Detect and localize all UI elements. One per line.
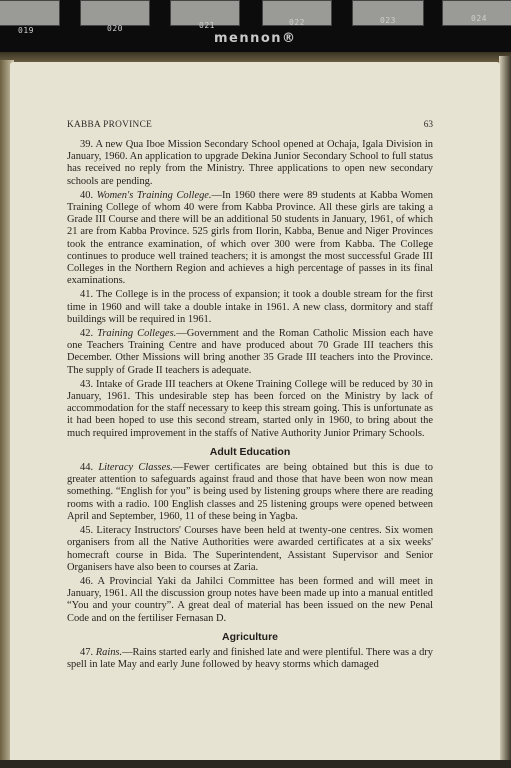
frame-number: 020 xyxy=(107,24,123,33)
running-head: KABBA PROVINCE xyxy=(67,120,153,130)
paragraph-title: Women's Training College. xyxy=(96,189,212,201)
paragraph-number: 42. xyxy=(80,328,94,340)
paragraph xyxy=(67,525,433,574)
paragraph-text: Literacy Instructors' Courses have been held at twenty-one centres. Six women organisers from all the Native Authorities were awarded certificates at a six weeks' homecraft course in Bida. The Superintendent, Assistant Supervisor and Senior Organisers have also been to courses at Zaria. xyxy=(67,525,433,573)
paragraph-title: Rains. xyxy=(95,646,123,658)
running-header xyxy=(67,120,433,134)
paragraph xyxy=(67,379,433,440)
paragraph-number: 40. xyxy=(80,189,94,201)
paragraph-number: 45. xyxy=(80,525,94,537)
paragraph-text: The College is in the process of expansion; it took a double stream for the first time in 1960 and will take a double intake in 1961. A new class, dormitory and staff buildings will be required in 1961. xyxy=(67,289,433,325)
paragraph xyxy=(67,647,433,671)
paragraph-text: A new Qua Iboe Mission Secondary School opened at Ochaja, Igala Division in January, 1960. An application to upgrade Dekina Junior Secondary School to full status has received no reply from the Ministry. Three applications to open new secondary schools are pending. xyxy=(67,139,433,187)
frame-number: 023 xyxy=(380,16,396,25)
paragraph xyxy=(67,462,433,523)
paragraph xyxy=(67,139,433,188)
bottom-shadow xyxy=(0,760,511,768)
brand-logo: mennon® xyxy=(214,31,297,46)
frame-number: 022 xyxy=(289,18,305,27)
paragraph-text: A Provincial Yaki da Jahilci Committee has been formed and will meet in January, 1961. All the discussion group notes have been made up into a manual entitled “You and your country”. A great deal of material has been issued on the new Penal Code and on the fertiliser Fernasan D. xyxy=(67,575,433,624)
frame-number: 019 xyxy=(18,26,34,35)
paragraph-number: 47. xyxy=(80,646,94,658)
film-frame xyxy=(80,0,150,26)
page-right-edge xyxy=(499,56,511,768)
paragraph-number: 46. xyxy=(80,575,94,587)
paragraph-number: 39. xyxy=(80,139,94,150)
paragraph xyxy=(67,190,433,288)
paragraph-number: 41. xyxy=(80,289,94,301)
paragraph-text: —In 1960 there were 89 students at Kabba Women Training College of whom 40 were from Kabba Province. All these girls are taking a Grade III Course and there will be an additional 50 students in January, 1961, of which 21 are from Kabba Province. 525 girls from Ilorin, Kabba, Benue and Niger Provinces took the entrance examination, of which over 300 were from Kabba. The College continues to produce well trained teachers; it is amongst the most successful Grade III Colleges in the Northern Region and achieves a high percentage of passes in its final examinations. xyxy=(67,189,433,287)
page-number: 63 xyxy=(423,120,433,130)
page-body xyxy=(67,139,433,673)
paragraph xyxy=(67,328,433,377)
paragraph-title: Training Colleges. xyxy=(97,328,177,340)
section-heading: Agriculture xyxy=(221,630,278,643)
paragraph-number: 43. xyxy=(80,378,94,390)
paragraph xyxy=(67,289,433,326)
paragraph-number: 44. xyxy=(80,462,94,474)
paragraph-text: —Rains started early and finished late and were plentiful. There was a dry spell in late May and early June followed by heavy storms which damaged xyxy=(67,646,434,671)
paragraph-title: Literacy Classes. xyxy=(98,462,173,474)
paragraph-text: Intake of Grade III teachers at Okene Training College will be reduced by 30 in January, 1961. This undesirable step has been forced on the Ministry by lack of accommodation for the staff necessary to keep this stream going. This is unfortunate as it had been hoped to use this second stream, started only in 1960, to bring about the much required improvement in the staffs of Native Authority Junior Primary Schools. xyxy=(67,378,433,439)
film-frame xyxy=(0,0,60,26)
frame-number: 021 xyxy=(199,21,215,30)
frame-number: 024 xyxy=(471,14,487,23)
paragraph xyxy=(67,576,433,625)
paragraph-text: —Fewer certificates are being obtained but this is due to greater attention to safeguards against fraud and those that have been won now mean something. “English for you” is being used by listening groups where there are reading rooms with a radio. 100 English classes and 25 listening groups were opened between April and September, 1960, 11 of these being in Yagba. xyxy=(67,462,433,522)
paragraph-text: —Government and the Roman Catholic Mission each have one Teachers Training Centre and have produced about 70 Grade III teachers this December. Other Missions will bring another 35 Grade III teachers into the Province. The supply of Grade II teachers is adequate. xyxy=(67,328,433,376)
film-strip xyxy=(0,0,511,56)
section-heading: Adult Education xyxy=(209,445,291,458)
